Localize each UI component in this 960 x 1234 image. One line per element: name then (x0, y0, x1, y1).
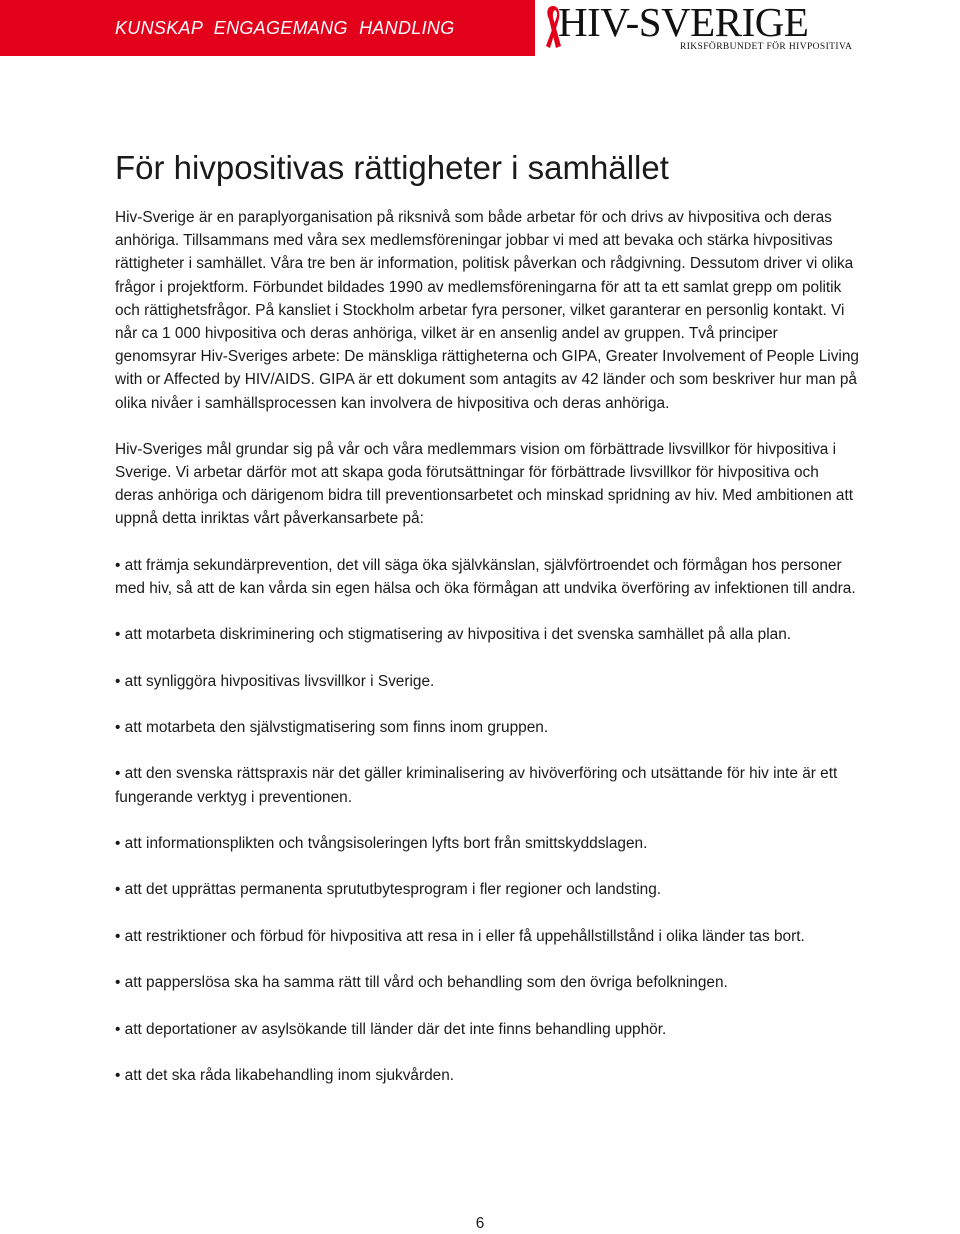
list-item: • att motarbeta den självstigmatisering som finns inom gruppen. (115, 719, 549, 737)
list-item: • att papperslösa ska ha samma rätt till vård och behandling som den övriga befolkningen. (115, 974, 728, 992)
hiv-sverige-logo (540, 0, 853, 54)
list-item: • att informationsplikten och tvångsisoleringen lyfts bort från smittskyddslagen. (115, 835, 648, 852)
list-item: • att deportationer av asylsökande till länder där det inte finns behandling upphör. (115, 1020, 667, 1038)
goal-paragraph: Hiv-Sveriges mål grundar sig på vår och våra medlemmars vision om förbättrade livsvillkor för hivpositiva i Sverige. Vi arbetar därför mot att skapa goda förutsättningar för förbättrade livsvillkor för hivpositiva och deras anhöriga och därigenom bidra till preventionsarbetet och minskad spridning av hiv. Med ambitionen att uppnå detta inriktas vårt påverkansarbete på: (115, 440, 854, 528)
list-item: • att motarbeta diskriminering och stigmatisering av hivpositiva i det svenska samhället på alla plan. (115, 626, 792, 644)
document-body (115, 146, 860, 1110)
page-header (0, 0, 960, 56)
page-title: För hivpositivas rättigheter i samhället (115, 149, 669, 186)
intro-paragraph: Hiv-Sverige är en paraplyorganisation på riksnivå som både arbetar för och drivs av hivpositiva och deras anhöriga. Tillsammans med våra sex medlemsföreningar jobbar vi med att bevaka och stärka hivpositivas rättigheter i samhället. Våra tre ben är information, politisk påverkan och rådgivning. Dessutom driver vi olika frågor i projektform. Förbundet bildades 1990 av medlemsföreningarna för att ta ett samlat grepp om politik och rättighetsfrågor. På kansliet i Stockholm arbetar fyra personer, vilket garanterar en personlig kontakt. Vi når ca 1 000 hivpositiva och deras anhöriga, vilket är en ansenlig andel av gruppen. Två principer genomsyrar Hiv-Sveriges arbete: De mänskliga rättigheterna och GIPA, Greater Involvement of People Living with or Affected by HIV/AIDS. GIPA är ett dokument som antagits av 42 länder och som beskriver hur man på olika nivåer i samhällsprocessen kan involvera de hivpositiva och deras anhöriga. (115, 209, 859, 412)
list-item: • att det ska råda likabehandling inom sjukvården. (115, 1066, 455, 1084)
goal-bullet-list (115, 554, 860, 1088)
logo-wordmark: HIV-SVERIGE (558, 0, 809, 45)
list-item: • att restriktioner och förbud för hivpositiva att resa in i eller få uppehållstillstånd i olika länder tas bort. (115, 927, 805, 945)
list-item: • att den svenska rättspraxis när det gäller kriminalisering av hivöverföring och utsättande för hiv inte är ett fungerande verktyg i preventionen. (115, 765, 838, 806)
list-item: • att synliggöra hivpositivas livsvillkor i Sverige. (115, 672, 435, 690)
list-item: • att det upprättas permanenta sprututbytesprogram i fler regioner och landsting. (115, 881, 662, 899)
list-item: • att främja sekundärprevention, det vill säga öka självkänslan, självförtroendet och förmågan hos personer med hiv, så att de kan vårda sin egen hälsa och öka förmågan att undvika överföring av infektionen till andra. (115, 556, 856, 597)
header-tagline: KUNSKAP ENGAGEMANG HANDLING (0, 0, 535, 56)
page-number: 6 (475, 1215, 485, 1232)
logo-subtitle: RIKSFÖRBUNDET FÖR HIVPOSITIVA (680, 42, 853, 52)
